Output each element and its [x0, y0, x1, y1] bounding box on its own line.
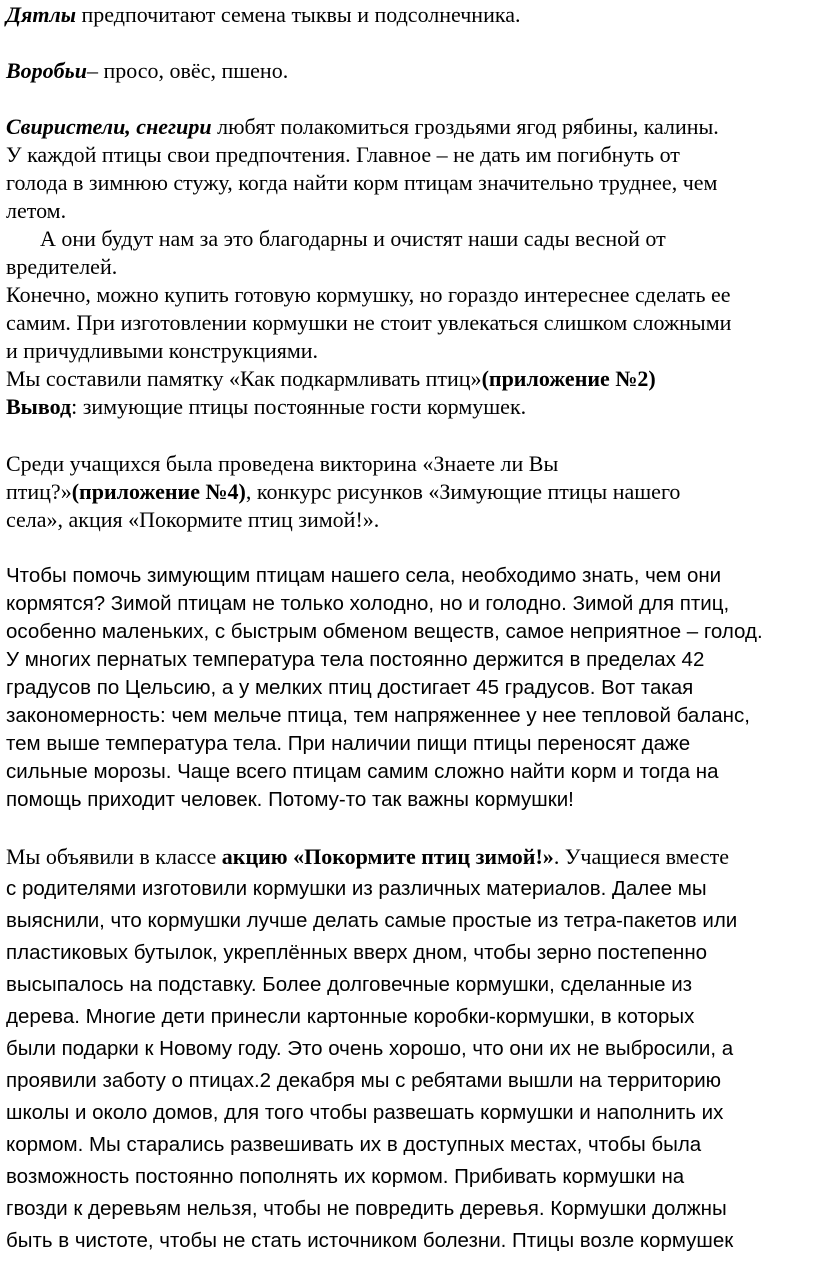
text-line: тем выше температура тела. При наличии пищи птицы переносят даже [6, 732, 691, 755]
text-line: самим. При изготовлении кормушки не стоит увлекаться слишком сложными [6, 310, 732, 335]
text-line: села», акция «Покормите птиц зимой!». [6, 507, 380, 532]
text-line: высыпалось на подставку. Более долговечные кормушки, сделанные из [6, 973, 693, 996]
appendix-2-reference: (приложение №2) [481, 366, 656, 391]
waxwings-text: любят полакомиться гроздьями ягод рябины, калины. [211, 114, 719, 139]
sparrows-text: – просо, овёс, пшено. [86, 58, 289, 83]
text-line: возможность постоянно пополнять их кормом. Прибивать кормушки на [6, 1165, 685, 1188]
sparrows-term: Воробьи [6, 58, 87, 83]
text-line: А они будут нам за это благодарны и очистят наши сады весной от [40, 226, 666, 251]
memo-line [6, 366, 656, 392]
text-line: летом. [6, 198, 67, 223]
text-line: выяснили, что кормушки лучше делать самые простые из тетра-пакетов или [6, 909, 738, 932]
text-line: голода в зимнюю стужу, когда найти корм птицам значительно труднее, чем [6, 170, 718, 195]
waxwings-term: Свиристели, снегири [6, 114, 212, 139]
appendix-4-reference: (приложение №4) [71, 479, 246, 504]
woodpeckers-line [6, 2, 520, 28]
text-line: и причудливыми конструкциями. [6, 338, 319, 363]
text-line: помощь приходит человек. Потому-то так важны кормушки! [6, 788, 574, 811]
conclusion-label: Вывод [6, 394, 72, 419]
sparrows-line [6, 58, 288, 84]
text-line: Среди учащихся была проведена викторина «Знаете ли Вы [6, 451, 559, 476]
memo-text: Мы составили памятку «Как подкармливать птиц» [6, 366, 482, 391]
text-line: вредителей. [6, 254, 118, 279]
text-line: кормом. Мы старались развешивать их в доступных местах, чтобы была [6, 1133, 702, 1156]
text-line: были подарки к Новому году. Это очень хорошо, что они их не выбросили, а [6, 1037, 734, 1060]
text-line: дерева. Многие дети принесли картонные коробки-кормушки, в которых [6, 1005, 695, 1028]
text-line: У каждой птицы свои предпочтения. Главное – не дать им погибнуть от [6, 142, 680, 167]
text-line: школы и около домов, для того чтобы развешать кормушки и наполнить их [6, 1101, 724, 1124]
text-line: гвозди к деревьям нельзя, чтобы не повредить деревья. Кормушки должны [6, 1197, 727, 1220]
text-line: Конечно, можно купить готовую кормушку, но гораздо интереснее сделать ее [6, 282, 731, 307]
text-line: У многих пернатых температура тела постоянно держится в пределах 42 [6, 648, 705, 671]
text-line: Чтобы помочь зимующим птицам нашего села, необходимо знать, чем они [6, 564, 722, 587]
campaign-text: Мы объявили в классе [6, 844, 222, 869]
conclusion-text: : зимующие птицы постоянные гости кормушек. [71, 394, 527, 419]
waxwings-line [6, 114, 719, 140]
quiz-line [6, 479, 680, 505]
text-line: особенно маленьких, с быстрым обменом веществ, самое неприятное – голод. [6, 620, 763, 643]
text-line: пластиковых бутылок, укреплённых вверх дном, чтобы зерно постепенно [6, 941, 708, 964]
woodpeckers-term: Дятлы [6, 2, 77, 27]
campaign-title: акцию «Покормите птиц зимой!» [221, 844, 554, 869]
conclusion-line [6, 394, 526, 420]
text-line: закономерность: чем мельче птица, тем напряженнее у нее тепловой баланс, [6, 704, 750, 727]
contest-text: , конкурс рисунков «Зимующие птицы нашего [245, 479, 681, 504]
woodpeckers-text: предпочитают семена тыквы и подсолнечника. [76, 2, 521, 27]
text-line: проявили заботу о птицах.2 декабря мы с ребятами вышли на территорию [6, 1069, 722, 1092]
quiz-text: птиц?» [6, 479, 72, 504]
text-line: сильные морозы. Чаще всего птицам самим сложно найти корм и тогда на [6, 760, 719, 783]
campaign-rest: . Учащиеся вместе [553, 844, 730, 869]
text-line: кормятся? Зимой птицам не только холодно, но и голодно. Зимой для птиц, [6, 592, 730, 615]
text-line: быть в чистоте, чтобы не стать источником болезни. Птицы возле кормушек [6, 1229, 734, 1252]
text-line: градусов по Цельсию, а у мелких птиц достигает 45 градусов. Вот такая [6, 676, 694, 699]
campaign-line [6, 844, 729, 870]
text-line: с родителями изготовили кормушки из различных материалов. Далее мы [6, 877, 707, 900]
